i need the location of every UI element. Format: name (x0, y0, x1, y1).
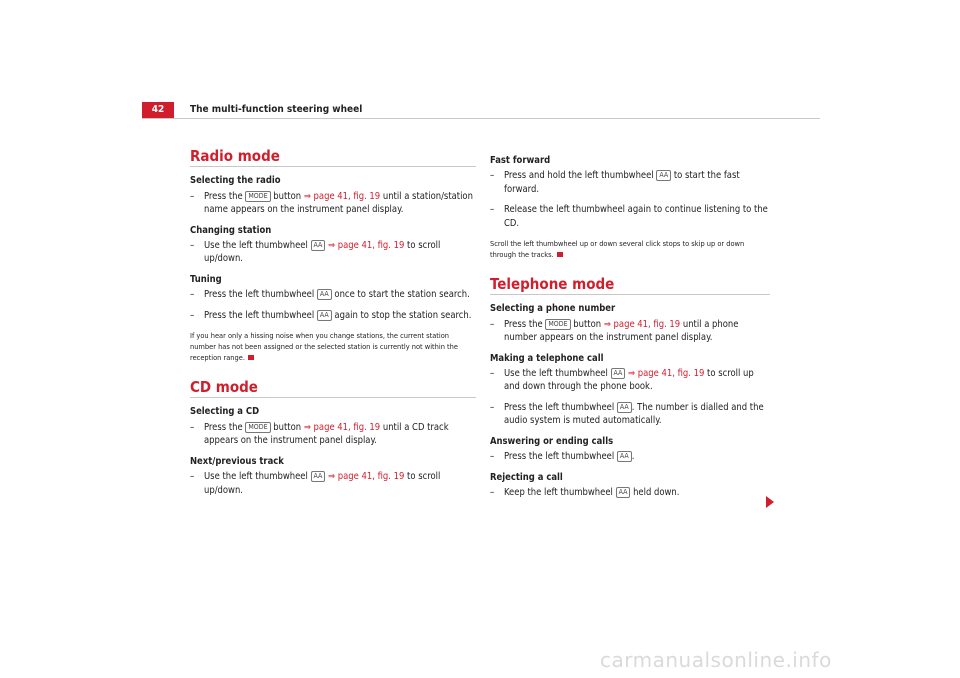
phone-selecting-heading: Selecting a phone number (490, 303, 616, 315)
end-of-section-icon (557, 252, 563, 257)
radio-tuning-step-1: – Press the left thumbwheel AA once to start the station search. (190, 289, 470, 301)
ff-heading: Fast forward (490, 155, 551, 166)
page-reference-link[interactable]: ⇒ page 41, fig. 19 (303, 190, 381, 202)
next-page-arrow-icon (766, 496, 774, 508)
phone-rejecting-heading: Rejecting a call (490, 471, 563, 483)
thumbwheel-key-icon: AA (317, 289, 332, 300)
ff-step-2: – Release the left thumbwheel again to continue listening to the CD. (490, 204, 768, 229)
page-reference-link[interactable]: ⇒ page 41, fig. 19 (628, 368, 705, 380)
phone-making-heading: Making a telephone call (490, 352, 604, 364)
thumbwheel-key-icon: AA (616, 487, 631, 498)
mode-key-icon: MODE (245, 422, 270, 433)
watermark: carmanualsonline.info (600, 648, 832, 672)
page-reference-link[interactable]: ⇒ page 41, fig. 19 (303, 421, 381, 433)
thumbwheel-key-icon: AA (617, 451, 632, 462)
thumbwheel-key-icon: AA (656, 170, 671, 181)
ff-note: Scroll the left thumbwheel up or down several click stops to skip up or down through the tracks. (490, 239, 745, 260)
radio-changing-heading: Changing station (190, 224, 272, 236)
phone-answering-step: – Press the left thumbwheel AA . (490, 451, 635, 463)
left-column (190, 147, 476, 504)
radio-selecting-heading: Selecting the radio (190, 175, 281, 187)
radio-mode-title: Radio mode (190, 150, 476, 167)
cd-next-step: – Use the left thumbwheel AA ⇒ page 41, fig. 19 to scroll up/down. (190, 471, 441, 496)
phone-rejecting-step: – Keep the left thumbwheel AA held down. (490, 486, 680, 498)
end-of-section-icon (248, 355, 254, 360)
thumbwheel-key-icon: AA (311, 471, 326, 482)
thumbwheel-key-icon: AA (317, 310, 332, 321)
dash: – (190, 190, 195, 202)
radio-tuning-step-2: – Press the left thumbwheel AA again to stop the station search. (190, 309, 472, 321)
ff-step-1: – Press and hold the left thumbwheel AA to start the fast forward. (490, 170, 740, 195)
page-reference-link[interactable]: ⇒ page 41, fig. 19 (328, 471, 405, 483)
radio-changing-step: – Use the left thumbwheel AA ⇒ page 41, fig. 19 to scroll up/down. (190, 240, 441, 265)
running-title: The multi-function steering wheel (190, 104, 363, 115)
mode-key-icon: MODE (245, 191, 270, 202)
cd-selecting-step: – Press the MODE button ⇒ page 41, fig. 19 until a CD track appears on the instrument panel display. (190, 421, 449, 447)
phone-making-step-2: – Press the left thumbwheel AA . The number is dialled and the audio system is muted automatically. (490, 401, 764, 427)
radio-selecting-step: – Press the MODE button ⇒ page 41, fig. 19 until a station/station name appears on the instrument panel display. (190, 190, 473, 216)
thumbwheel-key-icon: AA (611, 368, 626, 379)
phone-making-step-1: – Use the left thumbwheel AA ⇒ page 41, fig. 19 to scroll up and down through the phone book. (490, 368, 754, 393)
page-reference-link[interactable]: ⇒ page 41, fig. 19 (603, 318, 681, 330)
cd-mode-title: CD mode (190, 381, 476, 398)
header-rule (142, 118, 820, 119)
radio-tuning-heading: Tuning (190, 273, 222, 285)
cd-next-heading: Next/previous track (190, 455, 284, 467)
mode-key-icon: MODE (545, 319, 570, 330)
page-number: 42 (142, 102, 174, 118)
telephone-mode-title: Telephone mode (490, 278, 770, 295)
thumbwheel-key-icon: AA (617, 402, 632, 413)
page-reference-link[interactable]: ⇒ page 41, fig. 19 (328, 240, 405, 252)
cd-selecting-heading: Selecting a CD (190, 406, 260, 418)
phone-selecting-step: – Press the MODE button ⇒ page 41, fig. 19 until a phone number appears on the instrument panel display. (490, 318, 739, 344)
right-column (490, 150, 770, 506)
phone-answering-heading: Answering or ending calls (490, 435, 614, 447)
thumbwheel-key-icon: AA (311, 240, 326, 251)
radio-note: If you hear only a hissing noise when you change stations, the current station number has not been assigned or the selected station is currently not within the reception range. (190, 331, 458, 363)
